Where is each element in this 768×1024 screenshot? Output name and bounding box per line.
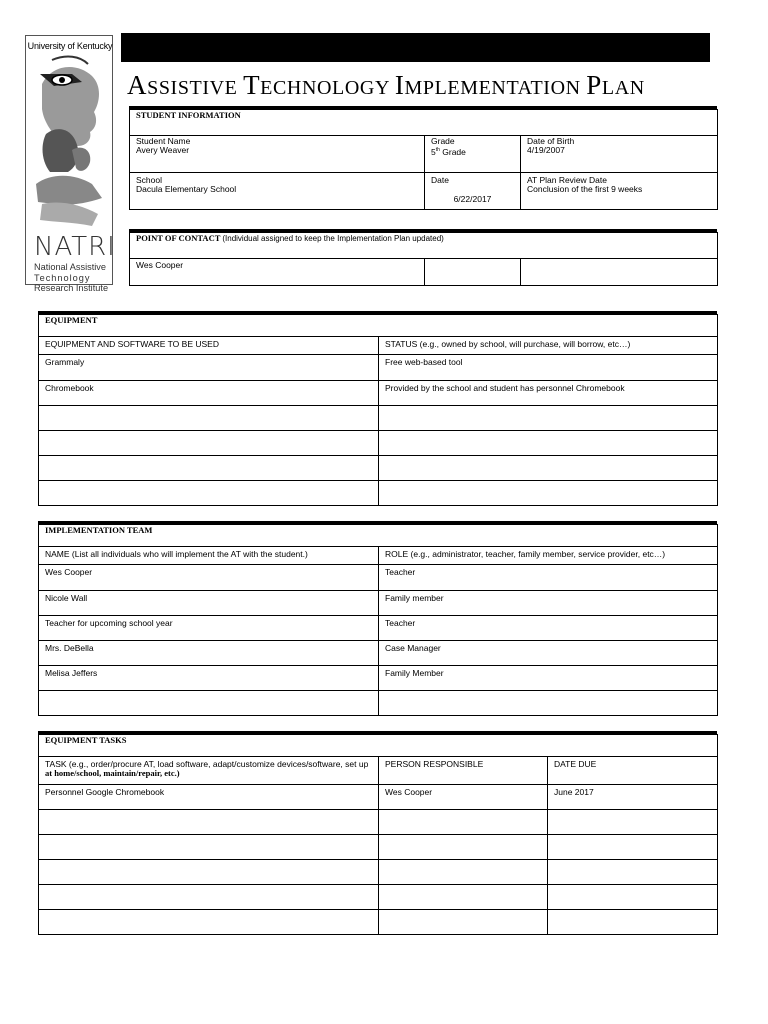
logo-university: University of Kentucky (27, 41, 113, 51)
table-cell: Chromebook (39, 381, 379, 406)
grade-value: 5th Grade (431, 146, 466, 157)
table-cell (548, 910, 718, 935)
table-cell (548, 885, 718, 910)
table-cell (548, 810, 718, 835)
implementation-team-heading: IMPLEMENTATION TEAM (39, 525, 718, 547)
table-cell: Case Manager (379, 641, 718, 666)
table-cell (39, 481, 379, 506)
table-cell (379, 481, 718, 506)
table-cell: Provided by the school and student has personnel Chromebook (379, 381, 718, 406)
table-cell: Free web-based tool (379, 355, 718, 381)
table-cell (39, 406, 379, 431)
equipment-table (38, 314, 718, 506)
table-cell: Personnel Google Chromebook (39, 785, 379, 810)
point-of-contact-heading: POINT OF CONTACT (Individual assigned to keep the Implementation Plan updated) (130, 233, 718, 259)
table-cell (548, 835, 718, 860)
table-cell (379, 431, 718, 456)
grade-cell: Grade 5th Grade (425, 136, 521, 173)
school-value: Dacula Elementary School (136, 184, 237, 194)
table-cell: Wes Cooper (39, 565, 379, 591)
table-cell: Family member (379, 591, 718, 616)
table-cell: Nicole Wall (39, 591, 379, 616)
table-cell (379, 691, 718, 716)
task-col-header: TASK (e.g., order/procure AT, load software, adapt/customize devices/software, set up at home/school, maintain/repair, etc.) (39, 757, 379, 785)
table-cell: Teacher (379, 565, 718, 591)
natri-logo (25, 35, 116, 293)
date-due-col-header: DATE DUE (548, 757, 718, 785)
header-bar (121, 33, 710, 62)
date-cell: Date 6/22/2017 (425, 173, 521, 210)
table-cell (379, 810, 548, 835)
table-cell (379, 860, 548, 885)
role-col-header: ROLE (e.g., administrator, teacher, family member, service provider, etc…) (379, 547, 718, 565)
name-col-header: NAME (List all individuals who will implement the AT with the student.) (39, 547, 379, 565)
table-cell (39, 810, 379, 835)
equipment-tasks-table (38, 734, 718, 935)
student-information-table (129, 109, 718, 210)
table-cell (39, 910, 379, 935)
date-of-birth-cell: Date of Birth 4/19/2007 (521, 136, 718, 173)
table-cell (39, 431, 379, 456)
table-cell (379, 885, 548, 910)
table-cell: Melisa Jeffers (39, 666, 379, 691)
equipment-col-header: EQUIPMENT AND SOFTWARE TO BE USED (39, 337, 379, 355)
table-cell (379, 910, 548, 935)
table-cell (548, 860, 718, 885)
date-value: 6/22/2017 (453, 194, 492, 204)
table-cell (39, 691, 379, 716)
contact-name-cell: Wes Cooper (130, 259, 425, 286)
contact-blank-cell (521, 259, 718, 286)
table-cell: June 2017 (548, 785, 718, 810)
contact-blank-cell (425, 259, 521, 286)
table-cell (379, 835, 548, 860)
table-cell: Wes Cooper (379, 785, 548, 810)
point-of-contact-table (129, 232, 718, 286)
student-name-value: Avery Weaver (136, 145, 190, 155)
table-cell (39, 835, 379, 860)
equipment-heading: EQUIPMENT (39, 315, 718, 337)
page-title: ASSISTIVE TECHNOLOGY IMPLEMENTATION PLAN (127, 70, 645, 100)
student-name-cell: Student Name Avery Weaver (130, 136, 425, 173)
status-col-header: STATUS (e.g., owned by school, will purchase, will borrow, etc…) (379, 337, 718, 355)
review-date-value: Conclusion of the first 9 weeks (527, 184, 643, 194)
table-cell (379, 456, 718, 481)
table-cell: Grammaly (39, 355, 379, 381)
student-information-heading: STUDENT INFORMATION (130, 110, 718, 136)
table-cell (39, 860, 379, 885)
table-cell (379, 406, 718, 431)
person-responsible-col-header: PERSON RESPONSIBLE (379, 757, 548, 785)
table-cell (39, 456, 379, 481)
table-cell: Mrs. DeBella (39, 641, 379, 666)
implementation-team-table (38, 524, 718, 716)
equipment-tasks-heading: EQUIPMENT TASKS (39, 735, 718, 757)
table-cell (39, 885, 379, 910)
review-date-cell: AT Plan Review Date Conclusion of the first 9 weeks (521, 173, 718, 210)
logo-faces-graphic (32, 54, 108, 230)
table-cell: Family Member (379, 666, 718, 691)
logo-acronym: NATRI (34, 232, 116, 262)
school-cell: School Dacula Elementary School (130, 173, 425, 210)
logo-institute-name: National Assistive Technology Research Institute (34, 262, 109, 293)
table-cell: Teacher (379, 616, 718, 641)
date-of-birth-value: 4/19/2007 (527, 145, 565, 155)
table-cell: Teacher for upcoming school year (39, 616, 379, 641)
